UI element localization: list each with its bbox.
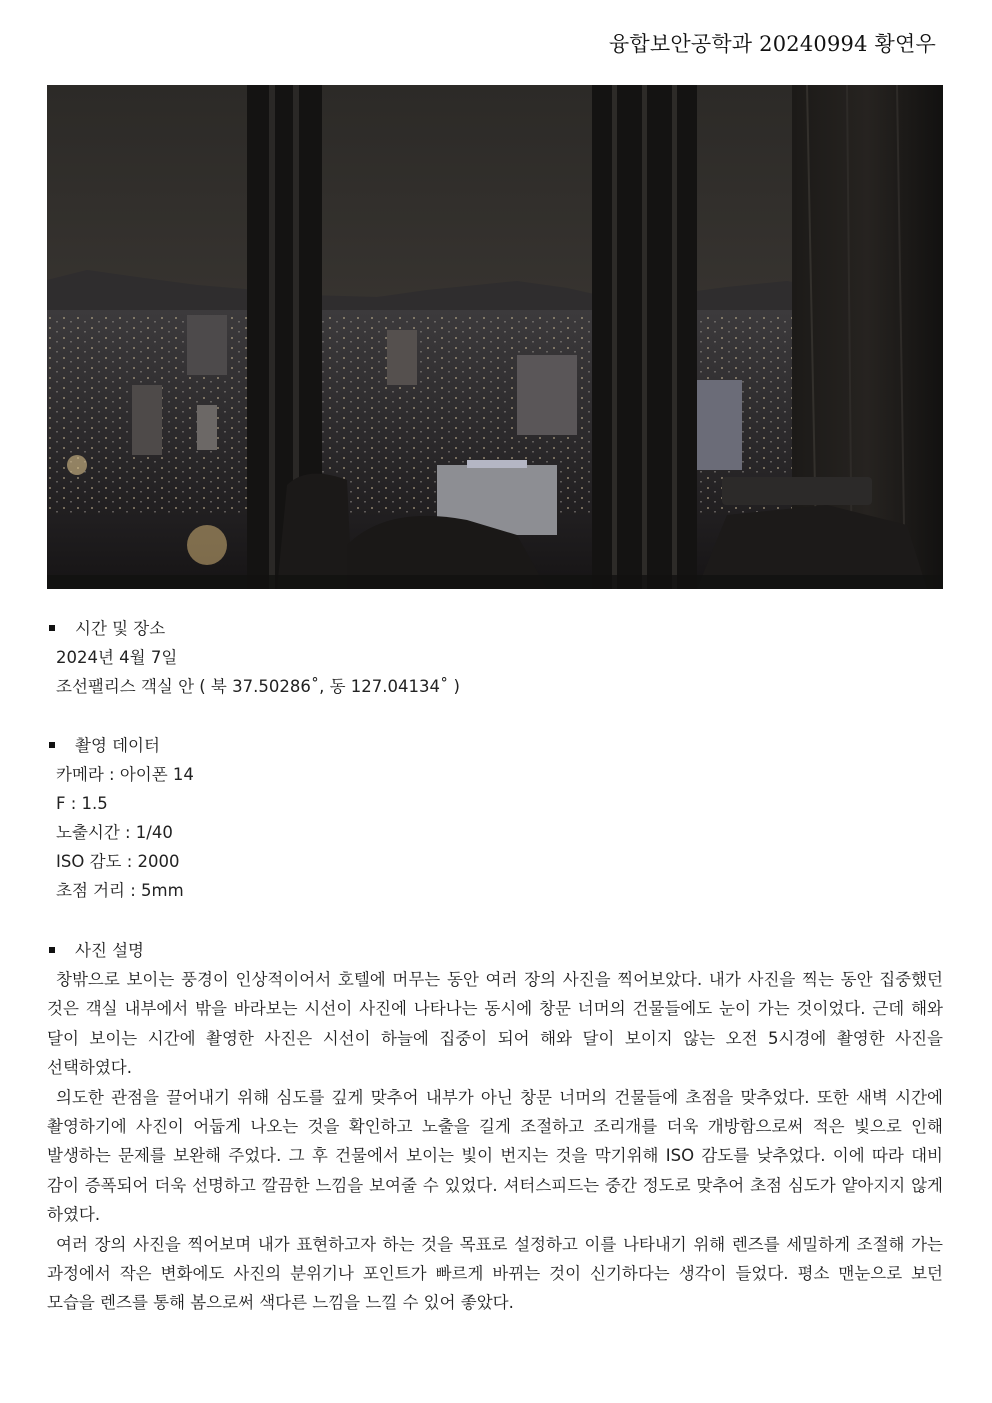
description-paragraph: 의도한 관점을 끌어내기 위해 심도를 깊게 맞추어 내부가 아닌 창문 너머의 건물들에 초점을 맞추었다. 또한 새벽 시간에 촬영하기에 사진이 어둡게 나오는 것을 확인하고 노출을 길게 조절하고 조리개를 더욱 개방함으로써 적은 빛으로 인해 발생하는 문제를 보완해 주었다. 그 후 건물에서 보이는 빛이 번지는 것을 막기위해 ISO 감도를 낮추었다. 이에 따라 대비 감이 증폭되어 더욱 선명하고 깔끔한 느낌을 보여줄 수 있었다. 셔터스피드는 중간 정도로 맞추어 초점 심도가 얕아지지 않게 하였다. xyxy=(47,1087,943,1225)
square-bullet-icon xyxy=(49,742,55,748)
camera-model: 카메라 : 아이폰 14 xyxy=(56,765,194,784)
iso-value: ISO 감도 : 2000 xyxy=(56,852,180,871)
photo-description-section xyxy=(47,936,943,1318)
square-bullet-icon xyxy=(49,947,55,953)
night-cityscape-photo xyxy=(47,85,943,589)
time-place-section xyxy=(47,614,943,701)
time-place-heading: 시간 및 장소 xyxy=(47,614,943,643)
author-header: 융합보안공학과 20240994 황연우 xyxy=(608,32,936,56)
description-paragraph: 여러 장의 사진을 찍어보며 내가 표현하고자 하는 것을 목표로 설정하고 이를 나타내기 위해 렌즈를 세밀하게 조절해 가는 과정에서 작은 변화에도 사진의 분위기나 포인트가 빠르게 바뀌는 것이 신기하다는 생각이 들었다. 평소 맨눈으로 보던 모습을 렌즈를 통해 봄으로써 색다른 느낌을 느낄 수 있어 좋았다. xyxy=(47,1234,943,1313)
f-number: F : 1.5 xyxy=(56,794,108,813)
exposure-time: 노출시간 : 1/40 xyxy=(56,823,173,842)
focal-length: 초점 거리 : 5mm xyxy=(56,881,184,900)
photo-night-cityscape-icon xyxy=(47,85,943,589)
photo-description-heading: 사진 설명 xyxy=(47,936,943,965)
shooting-data-section xyxy=(47,731,943,905)
shooting-data-heading: 촬영 데이터 xyxy=(47,731,943,760)
description-paragraph: 창밖으로 보이는 풍경이 인상적이어서 호텔에 머무는 동안 여러 장의 사진을 찍어보았다. 내가 사진을 찍는 동안 집중했던 것은 객실 내부에서 밖을 바라보는 시선이 사진에 나타나는 동시에 창문 너머의 건물들에도 눈이 가는 것이었다. 근데 해와 달이 보이는 시간에 촬영한 사진은 시선이 하늘에 집중이 되어 해와 달이 보이지 않는 오전 5시경에 촬영한 사진을 선택하였다. xyxy=(47,970,943,1078)
shoot-place: 조선팰리스 객실 안 ( 북 37.50286˚, 동 127.04134˚ ) xyxy=(56,677,460,696)
shoot-date: 2024년 4월 7일 xyxy=(56,648,178,667)
square-bullet-icon xyxy=(49,625,55,631)
